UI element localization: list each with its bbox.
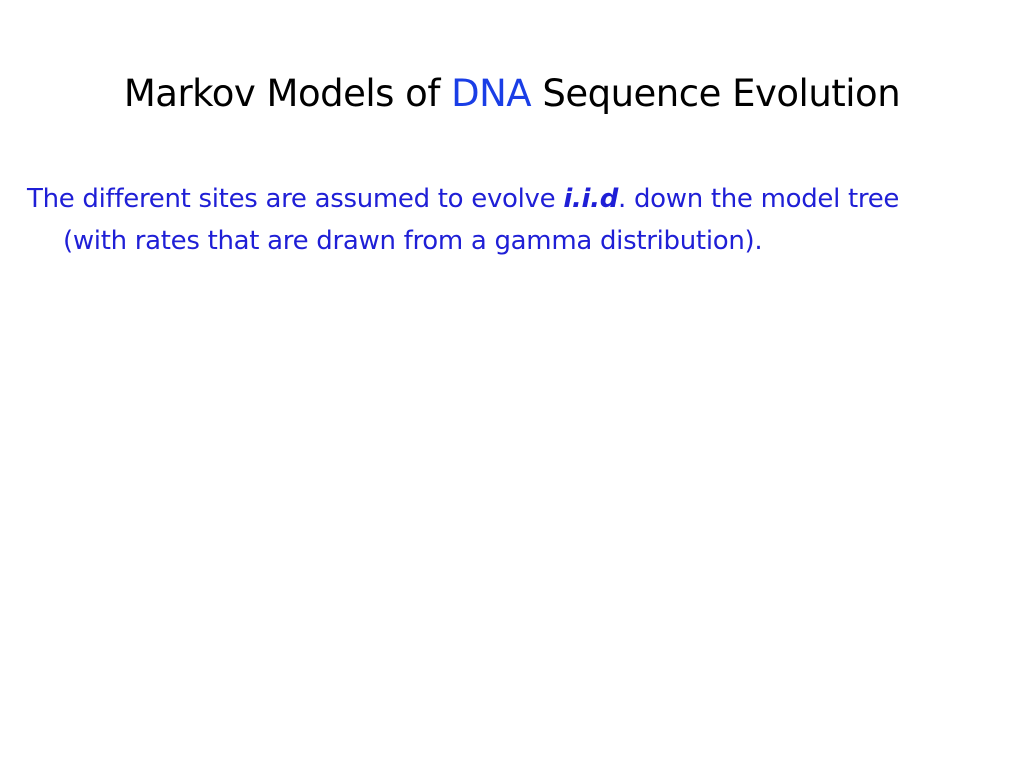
slide-body-bullet bbox=[27, 178, 987, 262]
title-accent-dna: DNA bbox=[451, 72, 532, 115]
slide-title bbox=[0, 72, 1024, 115]
title-part-2: Sequence Evolution bbox=[531, 72, 901, 115]
title-part-1: Markov Models of bbox=[123, 72, 452, 115]
bullet-line-2: (with rates that are drawn from a gamma distribution). bbox=[63, 226, 763, 256]
bullet-line-1-text-start: The different sites are assumed to evolve bbox=[27, 184, 564, 214]
iid-emphasis: i.i.d bbox=[563, 184, 619, 214]
bullet-line-1-text-end: . down the model tree bbox=[618, 184, 900, 214]
bullet-line-1 bbox=[27, 178, 987, 220]
